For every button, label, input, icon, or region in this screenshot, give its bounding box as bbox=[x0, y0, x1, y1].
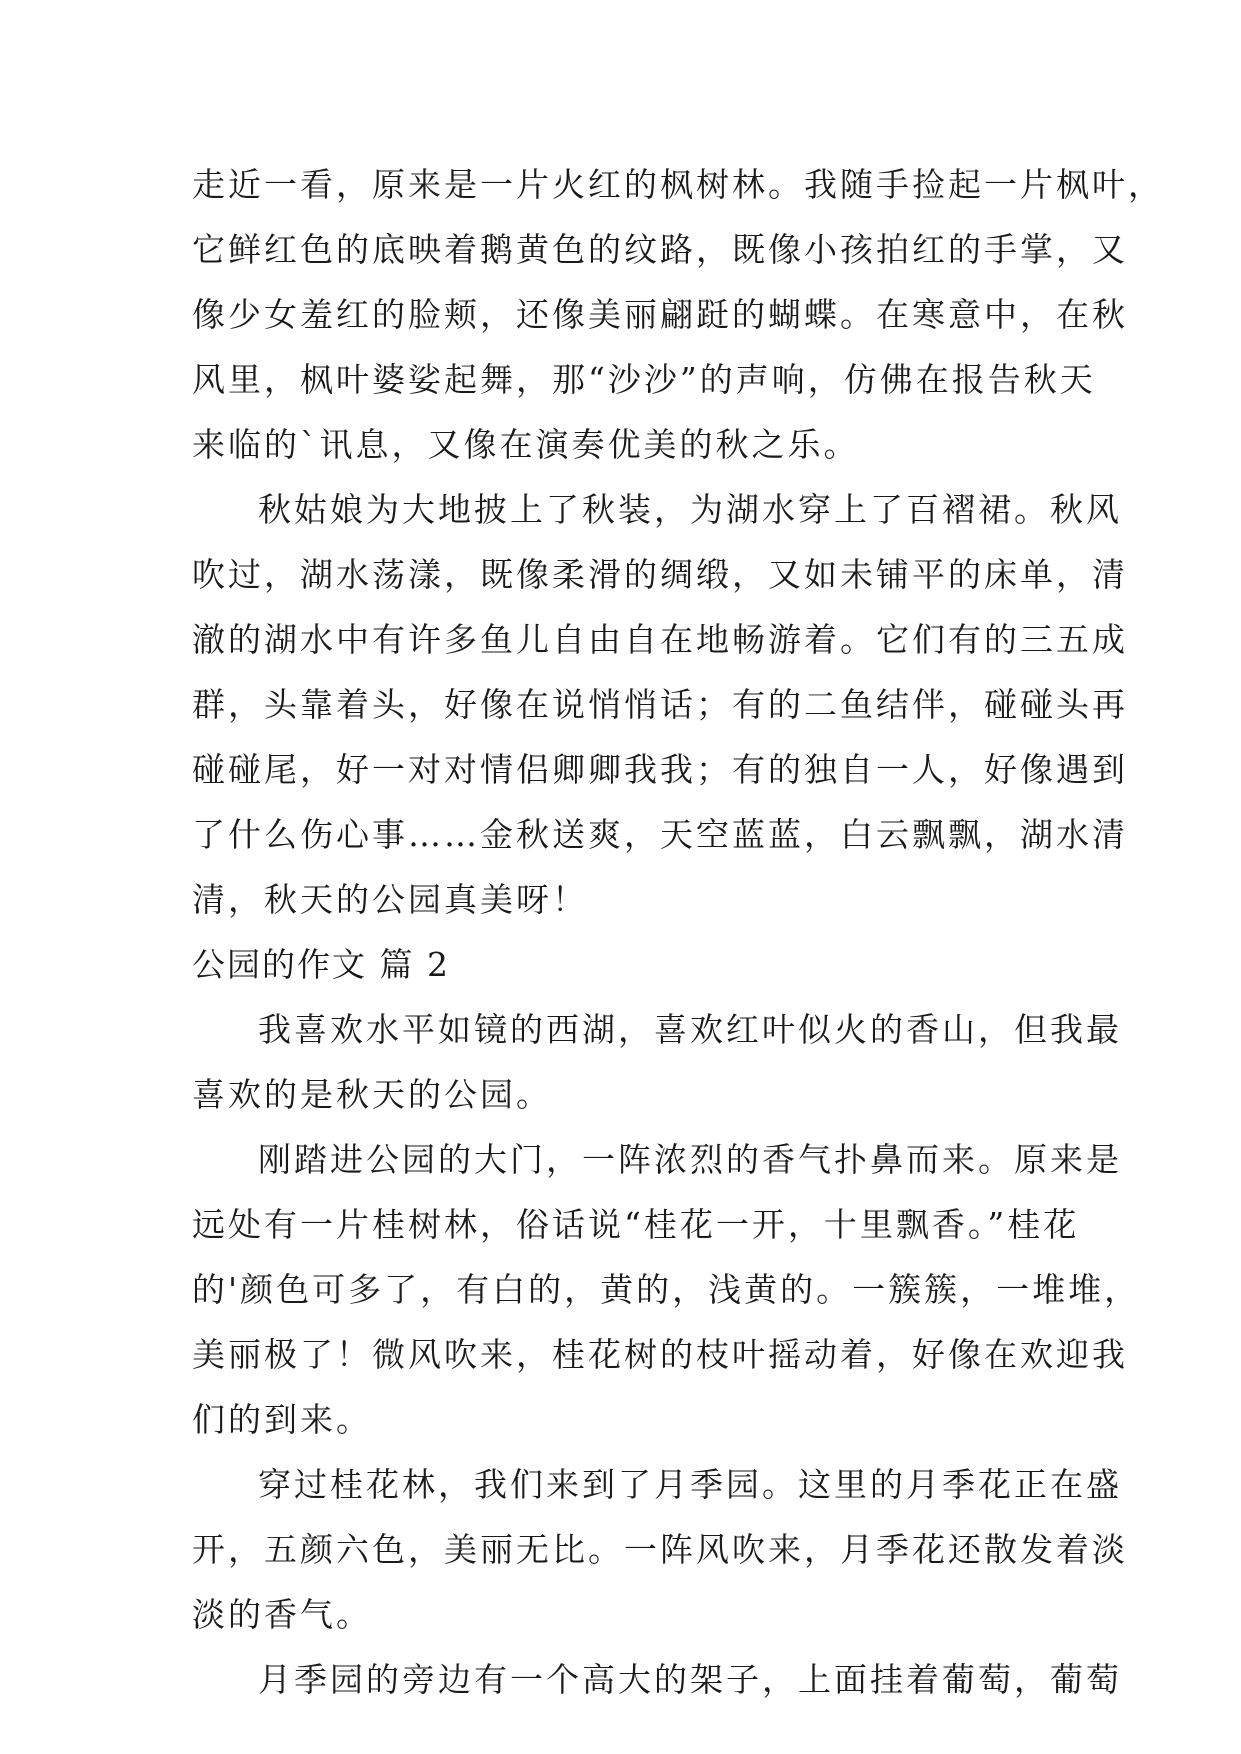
text-line: 开，五颜六色，美丽无比。一阵风吹来，月季花还散发着淡 bbox=[192, 1530, 1128, 1569]
paragraph-start-line: 秋姑娘为大地披上了秋装，为湖水穿上了百褶裙。秋风 bbox=[258, 490, 1122, 529]
section-heading: 公园的作文 篇 2 bbox=[192, 945, 450, 984]
text-line: 碰碰尾，好一对对情侣卿卿我我；有的独自一人，好像遇到 bbox=[192, 750, 1128, 789]
text-line: 它鲜红色的底映着鹅黄色的纹路，既像小孩拍红的手掌，又 bbox=[192, 230, 1128, 269]
document-page bbox=[192, 152, 1164, 1712]
text-line: 们的到来。 bbox=[192, 1400, 372, 1439]
paragraph-start-line: 穿过桂花林，我们来到了月季园。这里的月季花正在盛 bbox=[258, 1465, 1122, 1504]
text-line: 像少女羞红的脸颊，还像美丽翩跹的蝴蝶。在寒意中，在秋 bbox=[192, 295, 1128, 334]
text-line: 远处有一片桂树林，俗话说“桂花一开，十里飘香。”桂花 bbox=[192, 1205, 1080, 1244]
text-line: 走近一看，原来是一片火红的枫树林。我随手捡起一片枫叶， bbox=[192, 165, 1164, 204]
text-line: 吹过，湖水荡漾，既像柔滑的绸缎，又如未铺平的床单，清 bbox=[192, 555, 1128, 594]
text-line: 美丽极了！微风吹来，桂花树的枝叶摇动着，好像在欢迎我 bbox=[192, 1335, 1128, 1374]
text-line: 的'颜色可多了，有白的，黄的，浅黄的。一簇簇，一堆堆， bbox=[192, 1270, 1141, 1309]
text-line: 了什么伤心事……金秋送爽，天空蓝蓝，白云飘飘，湖水清 bbox=[192, 815, 1128, 854]
text-line: 群，头靠着头，好像在说悄悄话；有的二鱼结伴，碰碰头再 bbox=[192, 685, 1128, 724]
text-line: 清，秋天的公园真美呀！ bbox=[192, 880, 588, 919]
text-line: 澈的湖水中有许多鱼儿自由自在地畅游着。它们有的三五成 bbox=[192, 620, 1128, 659]
paragraph-start-line: 刚踏进公园的大门，一阵浓烈的香气扑鼻而来。原来是 bbox=[258, 1140, 1122, 1179]
paragraph-start-line: 月季园的旁边有一个高大的架子，上面挂着葡萄，葡萄 bbox=[258, 1660, 1122, 1699]
text-line: 喜欢的是秋天的公园。 bbox=[192, 1075, 552, 1114]
text-line: 风里，枫叶婆娑起舞，那“沙沙”的声响，仿佛在报告秋天 bbox=[192, 360, 1096, 399]
text-line: 来临的`讯息，又像在演奏优美的秋之乐。 bbox=[192, 425, 860, 464]
text-line: 淡的香气。 bbox=[192, 1595, 372, 1634]
paragraph-start-line: 我喜欢水平如镜的西湖，喜欢红叶似火的香山，但我最 bbox=[258, 1010, 1122, 1049]
